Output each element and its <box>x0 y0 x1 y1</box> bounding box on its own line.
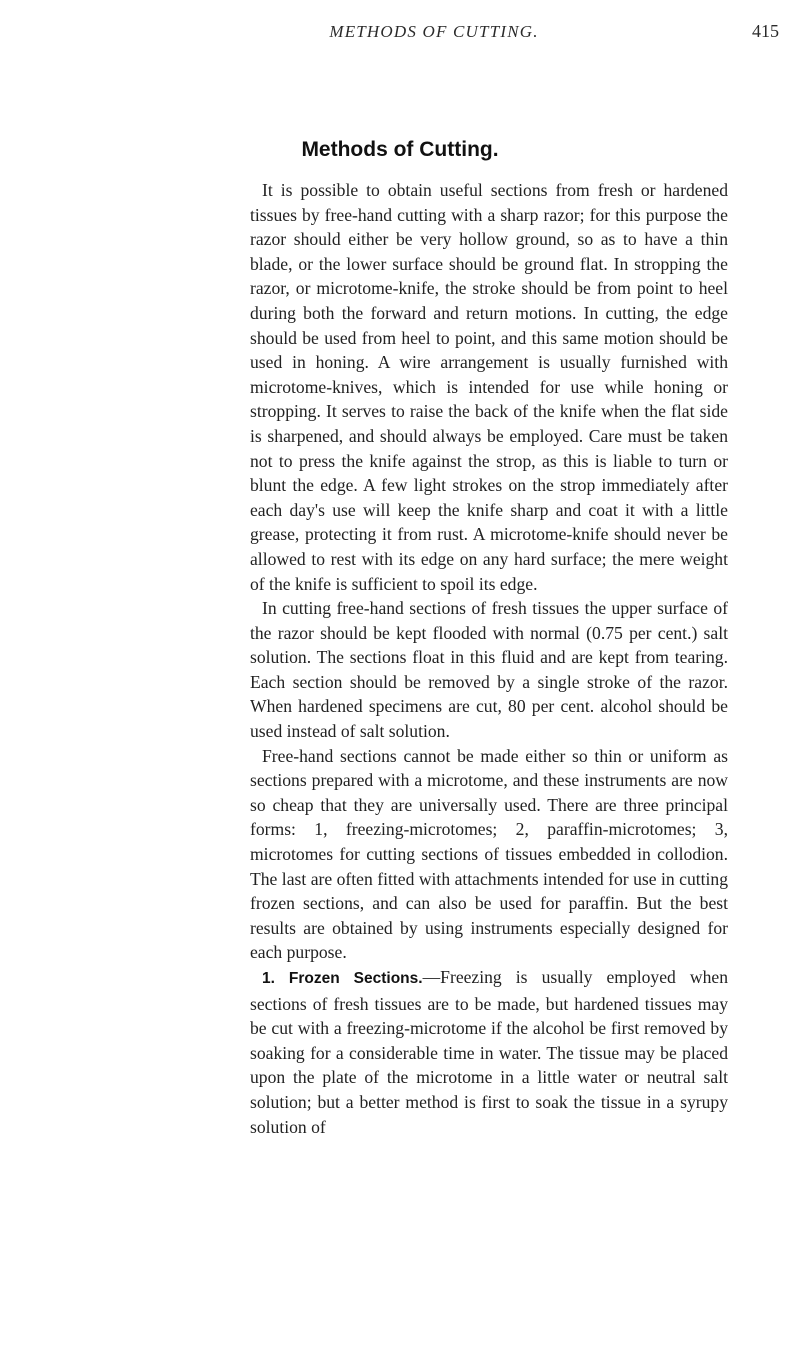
subsection-heading: 1. Frozen Sections. <box>262 970 423 987</box>
body-text <box>250 178 728 1139</box>
paragraph: Free-hand sections cannot be made either so thin or uniform as sections prepared with a microtome, and these instruments are now so cheap that they are universally used. There are three principal forms: 1, freezing-microtomes; 2, paraffin-microtomes; 3, microtomes for cutting sections of tissues embedded in collodion. The last are often fitted with attachments intended for use in cutting frozen sections, and can also be used for paraffin. But the best results are obtained by using instruments especially designed for each purpose. <box>250 745 728 963</box>
subsection-text: —Freezing is usually employed when sections of fresh tissues are to be made, but hardened tissues may be cut with a freezing-microtome if the alcohol be first removed by soaking for a considerable time in water. The tissue may be placed upon the plate of the microtome in a little water or neutral salt solution; but a better method is first to soak the tissue in a syrupy solution of <box>250 967 728 1137</box>
section-title: Methods of Cutting. <box>301 138 499 161</box>
paragraph: In cutting free-hand sections of fresh tissues the upper surface of the razor should be kept flooded with normal (0.75 per cent.) salt solution. The sections float in this fluid and are kept from tearing. Each section should be removed by a single stroke of the razor. When hardened specimens are cut, 80 per cent. alcohol should be used instead of salt solution. <box>250 598 728 742</box>
running-head: METHODS OF CUTTING. <box>329 22 539 41</box>
page-number: 415 <box>752 21 779 41</box>
paragraph: It is possible to obtain useful sections from fresh or hardened tissues by free-hand cutting with a sharp razor; for this purpose the razor should either be very hollow ground, so as to have a thin blade, or the lower surface should be ground flat. In stropping the razor, or microtome-knife, the stroke should be from point to heel during both the forward and return motions. In cutting, the edge should be used from heel to point, and this same motion should be used in honing. A wire arrangement is usually furnished with microtome-knives, which is intended for use while honing or stropping. It serves to raise the back of the knife when the flat side is sharpened, and should always be employed. Care must be taken not to press the knife against the strop, as this is liable to turn or blunt the edge. A few light strokes on the strop immediately after each day's use will keep the knife sharp and coat it with a little grease, protecting it from rust. A microtome-knife should never be allowed to rest with its edge on any hard surface; the mere weight of the knife is sufficient to spoil its edge. <box>250 180 728 594</box>
paragraph-frozen-sections <box>250 965 728 1139</box>
